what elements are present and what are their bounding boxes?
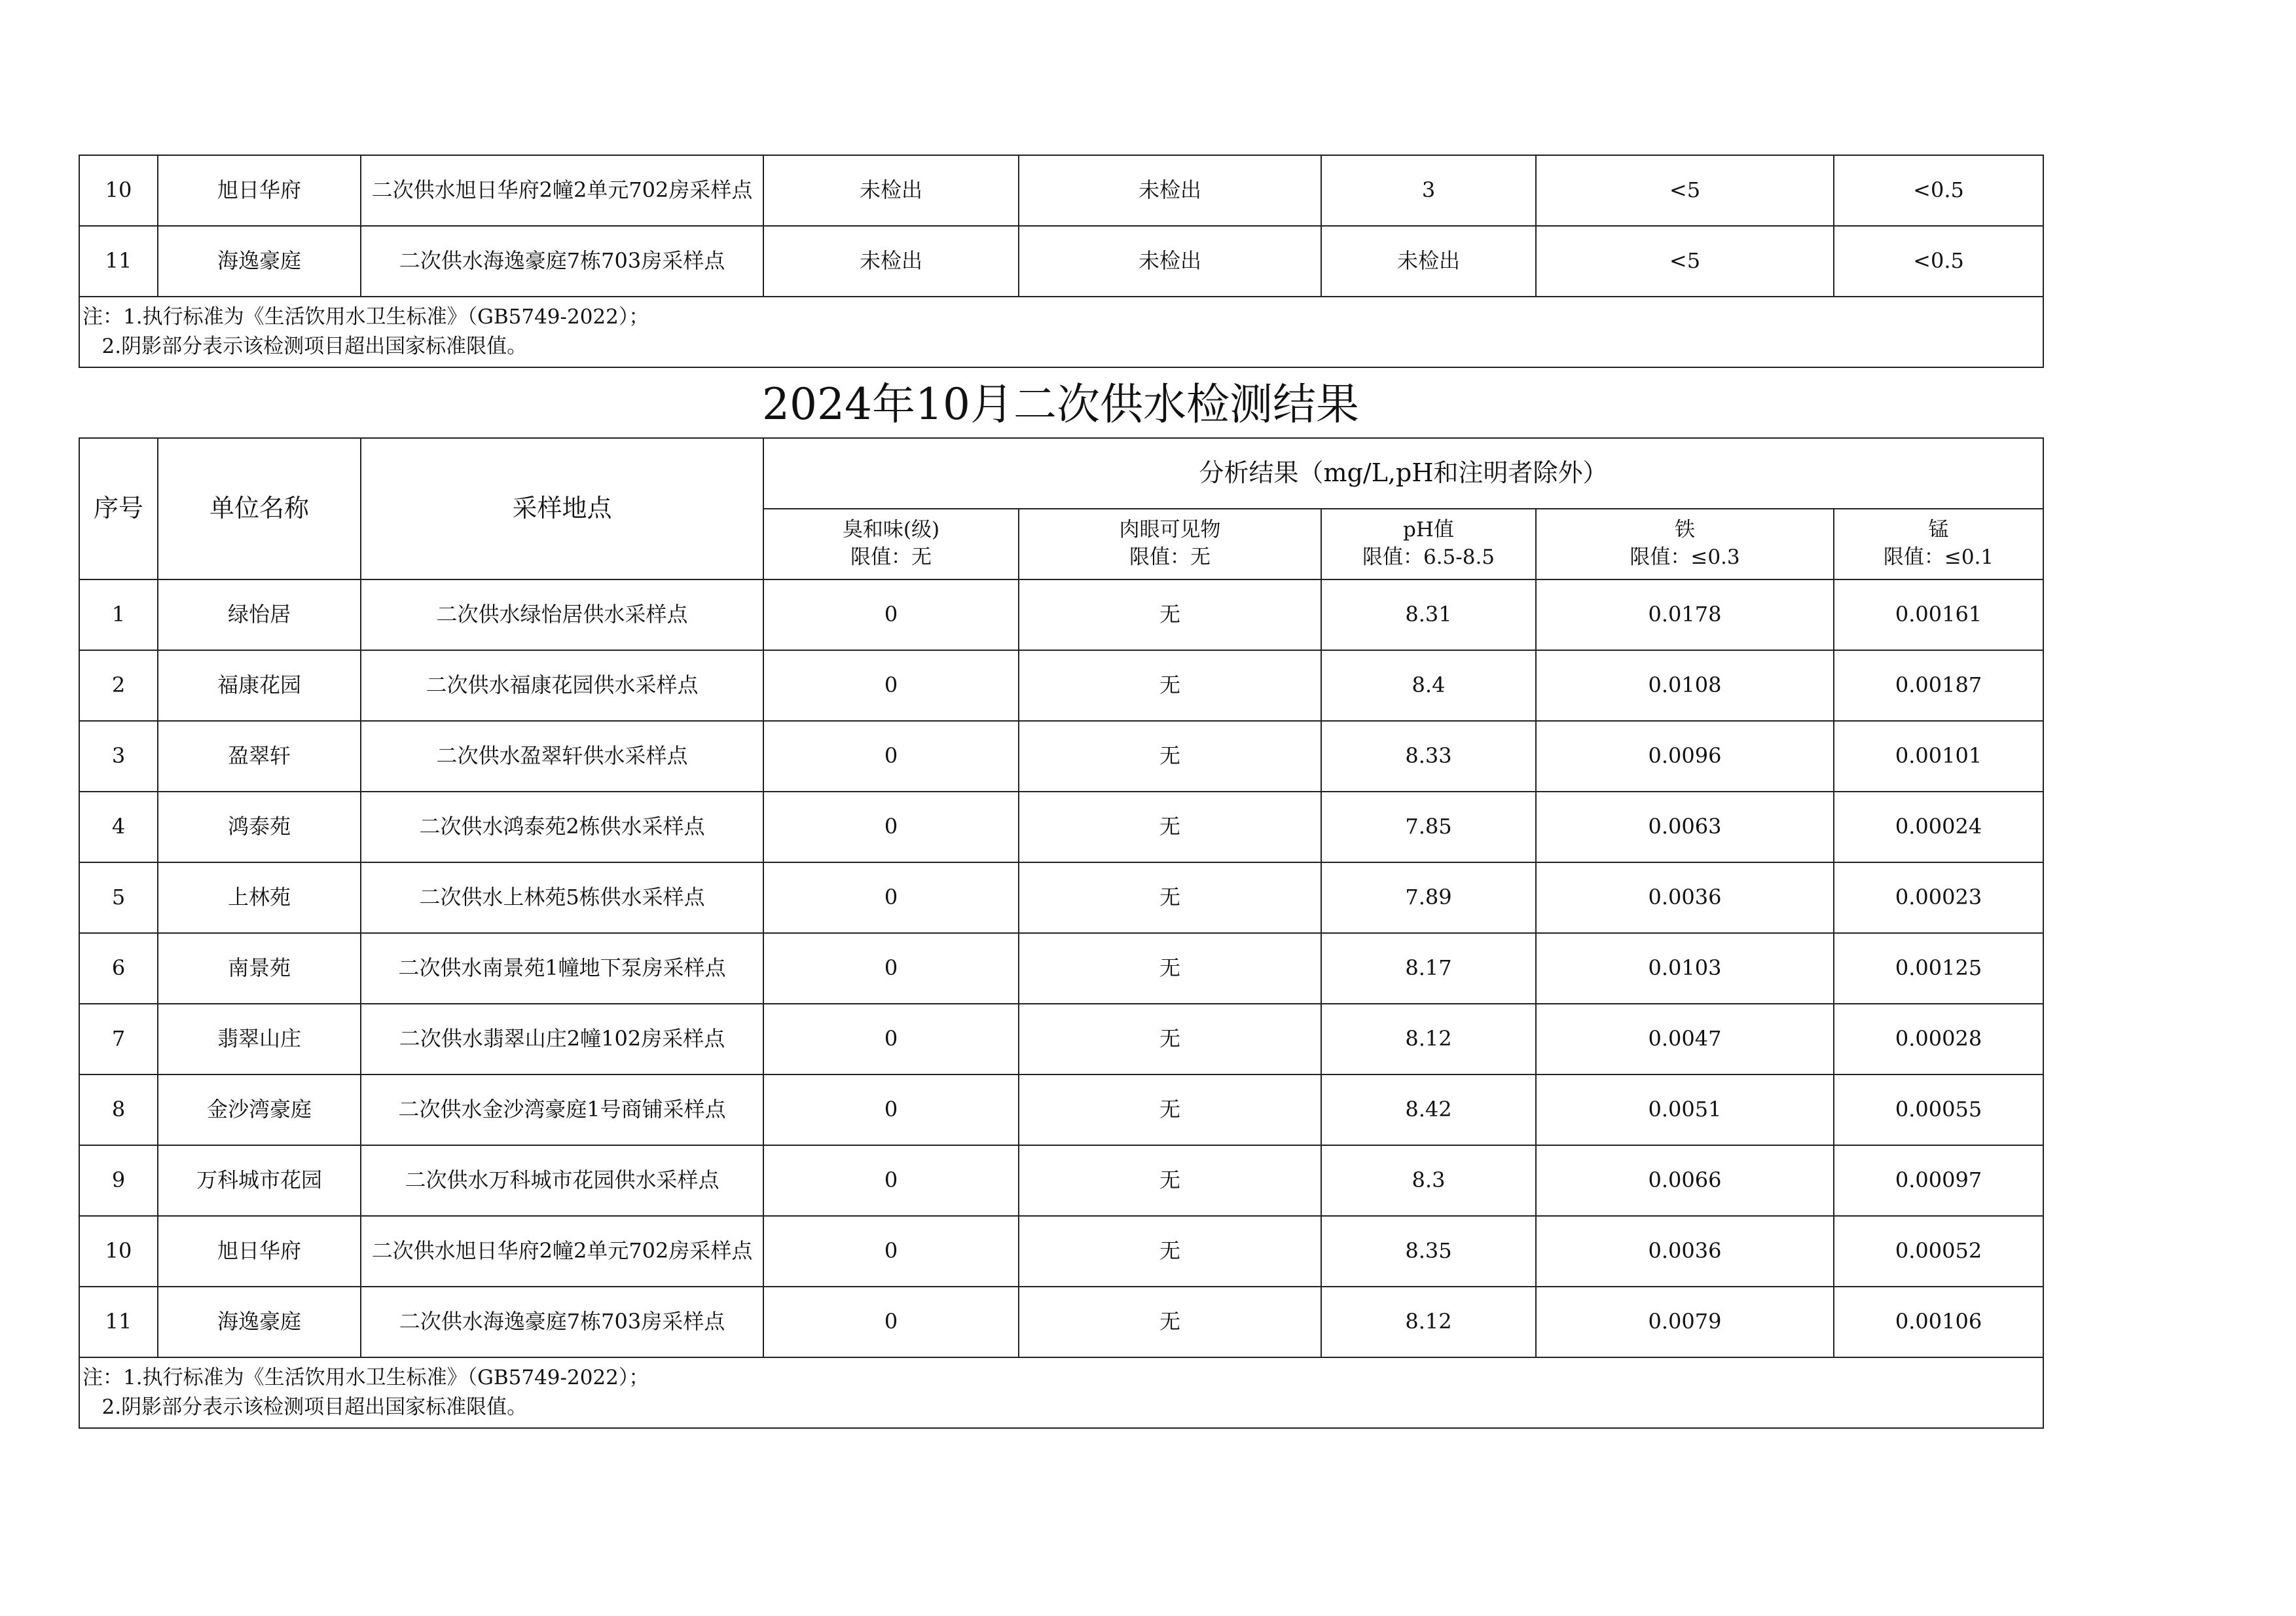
ph-value: 8.31	[1321, 579, 1536, 650]
iron-value: 0.0036	[1536, 1216, 1834, 1287]
header-manganese-limit: 限值：≤0.1	[1883, 545, 1994, 569]
sampling-site: 二次供水海逸豪庭7栋703房采样点	[361, 226, 763, 297]
row-number: 1	[79, 579, 158, 650]
manganese-value: 0.00101	[1834, 721, 2043, 792]
previous-results-table	[79, 155, 2044, 368]
row-number: 11	[79, 1287, 158, 1357]
table-row	[79, 650, 2043, 721]
manganese-value: 0.00052	[1834, 1216, 2043, 1287]
table-row	[79, 862, 2043, 933]
manganese-value: 0.00024	[1834, 792, 2043, 862]
manganese-value: 0.00187	[1834, 650, 2043, 721]
sampling-site: 二次供水盈翠轩供水采样点	[361, 721, 763, 792]
header-manganese-name: 锰	[1928, 518, 1949, 542]
table-row	[79, 1074, 2043, 1145]
iron-value: 0.0051	[1536, 1074, 1834, 1145]
unit-name: 万科城市花园	[158, 1145, 361, 1216]
result-cell: <5	[1536, 226, 1834, 297]
table-row	[79, 1145, 2043, 1216]
ph-value: 8.42	[1321, 1074, 1536, 1145]
ph-value: 8.12	[1321, 1287, 1536, 1357]
visible-matter-value: 无	[1019, 1004, 1321, 1074]
row-number: 9	[79, 1145, 158, 1216]
header-iron-limit: 限值：≤0.3	[1630, 545, 1740, 569]
iron-value: 0.0036	[1536, 862, 1834, 933]
visible-matter-value: 无	[1019, 1145, 1321, 1216]
ph-value: 7.85	[1321, 792, 1536, 862]
row-number: 8	[79, 1074, 158, 1145]
odor-value: 0	[763, 933, 1019, 1004]
header-number: 序号	[79, 438, 158, 579]
result-cell: <0.5	[1834, 226, 2043, 297]
sampling-site: 二次供水金沙湾豪庭1号商铺采样点	[361, 1074, 763, 1145]
row-number: 3	[79, 721, 158, 792]
notes-row	[79, 1357, 2043, 1428]
odor-value: 0	[763, 721, 1019, 792]
header-visible-matter-limit: 限值：无	[1129, 545, 1211, 569]
notes-row	[79, 297, 2043, 367]
notes-cell	[79, 297, 2043, 367]
ph-value: 8.3	[1321, 1145, 1536, 1216]
header-ph	[1321, 509, 1536, 579]
odor-value: 0	[763, 1074, 1019, 1145]
table-row	[79, 579, 2043, 650]
result-cell: <0.5	[1834, 155, 2043, 226]
header-odor	[763, 509, 1019, 579]
sampling-site: 二次供水旭日华府2幢2单元702房采样点	[361, 155, 763, 226]
unit-name: 海逸豪庭	[158, 226, 361, 297]
visible-matter-value: 无	[1019, 1074, 1321, 1145]
table-row	[79, 792, 2043, 862]
table-row	[79, 226, 2043, 297]
header-visible-matter	[1019, 509, 1321, 579]
notes-cell	[79, 1357, 2043, 1428]
results-table-body	[79, 579, 2043, 1428]
odor-value: 0	[763, 579, 1019, 650]
row-number: 4	[79, 792, 158, 862]
iron-value: 0.0096	[1536, 721, 1834, 792]
row-number: 11	[79, 226, 158, 297]
odor-value: 0	[763, 1287, 1019, 1357]
result-cell: 未检出	[1019, 155, 1321, 226]
sampling-site: 二次供水绿怡居供水采样点	[361, 579, 763, 650]
table-row	[79, 1216, 2043, 1287]
unit-name: 南景苑	[158, 933, 361, 1004]
unit-name: 上林苑	[158, 862, 361, 933]
result-cell: 未检出	[763, 226, 1019, 297]
manganese-value: 0.00023	[1834, 862, 2043, 933]
row-number: 10	[79, 1216, 158, 1287]
iron-value: 0.0047	[1536, 1004, 1834, 1074]
odor-value: 0	[763, 1216, 1019, 1287]
visible-matter-value: 无	[1019, 579, 1321, 650]
manganese-value: 0.00161	[1834, 579, 2043, 650]
sampling-site: 二次供水万科城市花园供水采样点	[361, 1145, 763, 1216]
visible-matter-value: 无	[1019, 1287, 1321, 1357]
manganese-value: 0.00055	[1834, 1074, 2043, 1145]
manganese-value: 0.00097	[1834, 1145, 2043, 1216]
note-line-1: 注：1.执行标准为《生活饮用水卫生标准》（GB5749-2022）；	[82, 1366, 649, 1390]
iron-value: 0.0108	[1536, 650, 1834, 721]
row-number: 5	[79, 862, 158, 933]
header-ph-limit: 限值：6.5-8.5	[1362, 545, 1495, 569]
header-row	[79, 438, 2043, 509]
sampling-site: 二次供水鸿泰苑2栋供水采样点	[361, 792, 763, 862]
odor-value: 0	[763, 1145, 1019, 1216]
visible-matter-value: 无	[1019, 1216, 1321, 1287]
visible-matter-value: 无	[1019, 862, 1321, 933]
header-unit-name: 单位名称	[158, 438, 361, 579]
odor-value: 0	[763, 792, 1019, 862]
result-cell: 未检出	[1019, 226, 1321, 297]
iron-value: 0.0066	[1536, 1145, 1834, 1216]
ph-value: 8.12	[1321, 1004, 1536, 1074]
sampling-site: 二次供水上林苑5栋供水采样点	[361, 862, 763, 933]
result-cell: <5	[1536, 155, 1834, 226]
ph-value: 8.17	[1321, 933, 1536, 1004]
row-number: 2	[79, 650, 158, 721]
table-row	[79, 721, 2043, 792]
manganese-value: 0.00028	[1834, 1004, 2043, 1074]
result-cell: 未检出	[1321, 226, 1536, 297]
table-row	[79, 1004, 2043, 1074]
unit-name: 海逸豪庭	[158, 1287, 361, 1357]
manganese-value: 0.00106	[1834, 1287, 2043, 1357]
unit-name: 福康花园	[158, 650, 361, 721]
table-row	[79, 933, 2043, 1004]
result-cell: 未检出	[763, 155, 1019, 226]
table-row	[79, 155, 2043, 226]
header-ph-name: pH值	[1403, 518, 1454, 542]
ph-value: 8.35	[1321, 1216, 1536, 1287]
iron-value: 0.0178	[1536, 579, 1834, 650]
unit-name: 旭日华府	[158, 155, 361, 226]
visible-matter-value: 无	[1019, 933, 1321, 1004]
manganese-value: 0.00125	[1834, 933, 2043, 1004]
header-odor-name: 臭和味(级)	[842, 518, 940, 542]
header-iron	[1536, 509, 1834, 579]
odor-value: 0	[763, 1004, 1019, 1074]
unit-name: 翡翠山庄	[158, 1004, 361, 1074]
iron-value: 0.0063	[1536, 792, 1834, 862]
ph-value: 8.4	[1321, 650, 1536, 721]
previous-results-body	[79, 155, 2043, 367]
header-analysis-results: 分析结果（mg/L,pH和注明者除外）	[763, 438, 2043, 509]
visible-matter-value: 无	[1019, 721, 1321, 792]
iron-value: 0.0079	[1536, 1287, 1834, 1357]
sampling-site: 二次供水旭日华府2幢2单元702房采样点	[361, 1216, 763, 1287]
row-number: 6	[79, 933, 158, 1004]
page-title: 2024年10月二次供水检测结果	[762, 379, 1359, 430]
results-table	[79, 437, 2044, 1429]
sampling-site: 二次供水海逸豪庭7栋703房采样点	[361, 1287, 763, 1357]
unit-name: 金沙湾豪庭	[158, 1074, 361, 1145]
results-table-header	[79, 438, 2043, 579]
sampling-site: 二次供水福康花园供水采样点	[361, 650, 763, 721]
odor-value: 0	[763, 862, 1019, 933]
note-line-2: 2.阴影部分表示该检测项目超出国家标准限值。	[82, 335, 528, 358]
ph-value: 8.33	[1321, 721, 1536, 792]
iron-value: 0.0103	[1536, 933, 1834, 1004]
sampling-site: 二次供水翡翠山庄2幢102房采样点	[361, 1004, 763, 1074]
visible-matter-value: 无	[1019, 650, 1321, 721]
unit-name: 旭日华府	[158, 1216, 361, 1287]
visible-matter-value: 无	[1019, 792, 1321, 862]
unit-name: 鸿泰苑	[158, 792, 361, 862]
result-cell: 3	[1321, 155, 1536, 226]
table-row	[79, 1287, 2043, 1357]
note-line-2: 2.阴影部分表示该检测项目超出国家标准限值。	[82, 1395, 528, 1419]
note-line-1: 注：1.执行标准为《生活饮用水卫生标准》（GB5749-2022）；	[82, 305, 649, 329]
row-number: 10	[79, 155, 158, 226]
sampling-site: 二次供水南景苑1幢地下泵房采样点	[361, 933, 763, 1004]
unit-name: 盈翠轩	[158, 721, 361, 792]
unit-name: 绿怡居	[158, 579, 361, 650]
odor-value: 0	[763, 650, 1019, 721]
header-visible-matter-name: 肉眼可见物	[1119, 518, 1221, 542]
ph-value: 7.89	[1321, 862, 1536, 933]
header-sampling-site: 采样地点	[361, 438, 763, 579]
header-odor-limit: 限值：无	[850, 545, 932, 569]
row-number: 7	[79, 1004, 158, 1074]
header-manganese	[1834, 509, 2043, 579]
header-iron-name: 铁	[1675, 518, 1695, 542]
